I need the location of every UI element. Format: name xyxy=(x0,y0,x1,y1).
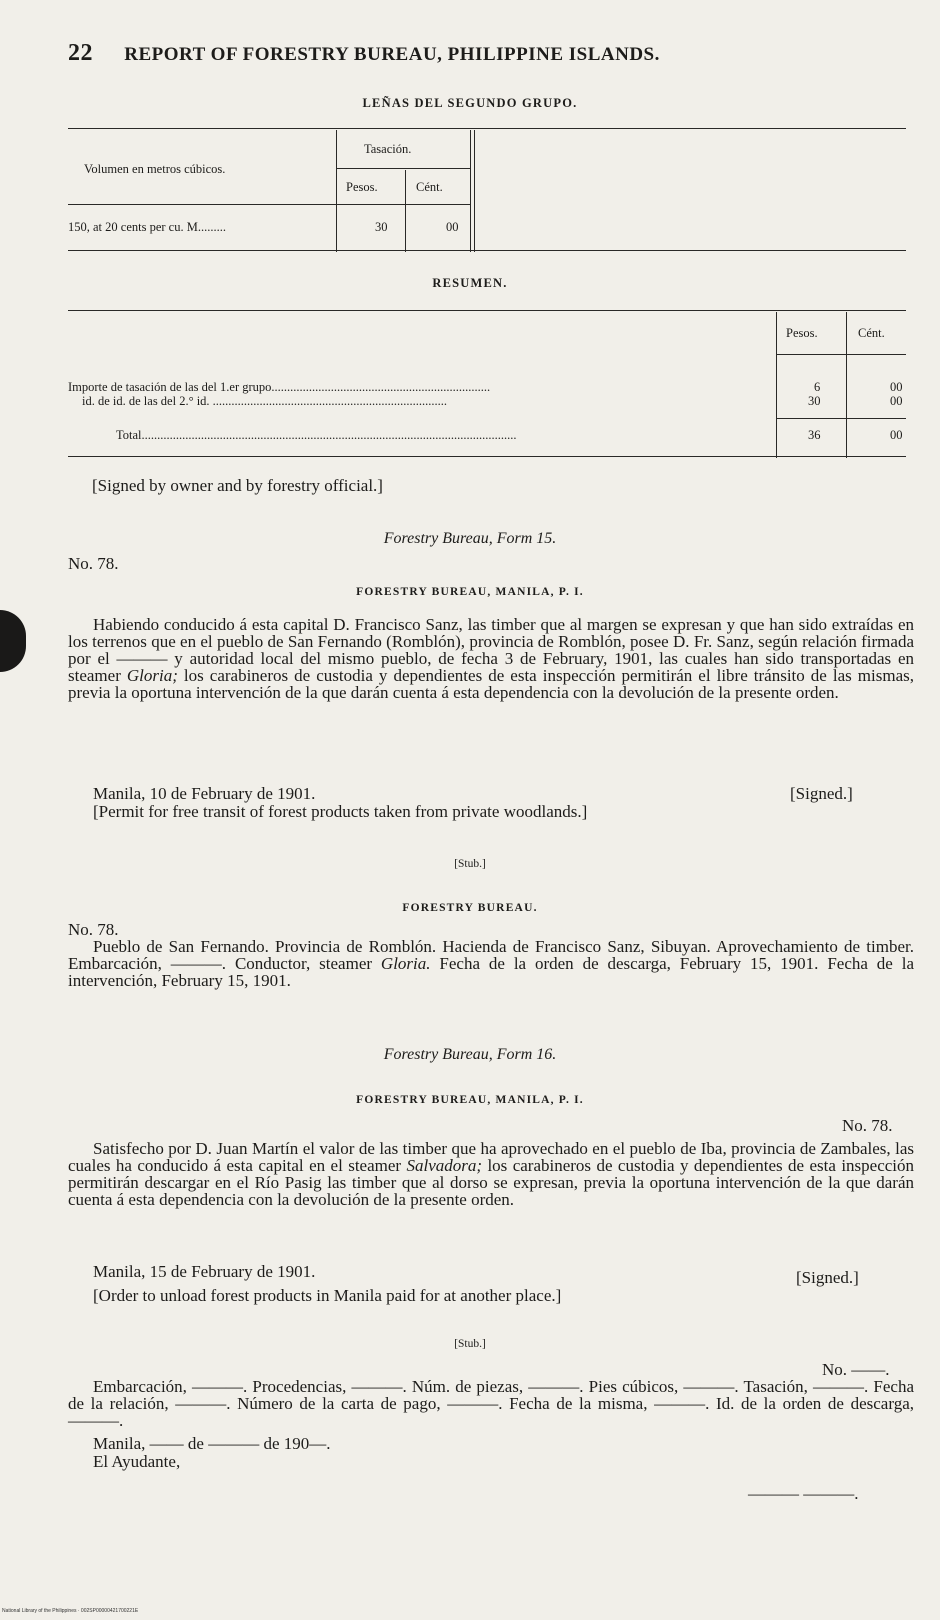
table1-vline xyxy=(405,170,406,252)
table1-col-volume: Volumen en metros cúbicos. xyxy=(84,162,226,176)
resumen-total-cent: 00 xyxy=(890,428,903,442)
table1-vline xyxy=(470,130,471,252)
resumen-row2-label: id. de id. de las del 2.° id. ........................................................................... xyxy=(82,394,448,408)
table1-hline xyxy=(336,168,470,169)
scan-footer: National Library of the Philippines · 002SP00000421700221E xyxy=(2,1608,139,1614)
stub2-signature-line: ——— ———. xyxy=(748,1484,859,1503)
resumen-col-pesos: Pesos. xyxy=(786,326,818,340)
table1-vline xyxy=(474,130,475,252)
table1-col-cent: Cént. xyxy=(416,180,443,194)
stub2-body: Embarcación, ———. Procedencias, ———. Núm. de piezas, ———. Pies cúbicos, ———. Tasación, ———. Fecha de la relación, ———. Número de la carta de pago, ———. Fecha de la misma, ———. Id. de la orden de descarga, ———. xyxy=(68,1377,914,1430)
resumen-total-label: Total........................................................................................................................ xyxy=(116,428,517,442)
form15-note: [Permit for free transit of forest products taken from private woodlands.] xyxy=(93,802,588,821)
stub2-label: [Stub.] xyxy=(454,1338,486,1350)
resumen-hline xyxy=(776,354,906,355)
form15-signed: [Signed.] xyxy=(790,784,853,803)
table1-top-rule xyxy=(68,128,906,129)
table1-col-tasacion: Tasación. xyxy=(364,142,412,156)
table1-col-pesos: Pesos. xyxy=(346,180,378,194)
resumen-title: RESUMEN. xyxy=(432,276,508,290)
page-number: 22 xyxy=(68,40,93,66)
table1-hline xyxy=(68,204,470,205)
form15-title: Forestry Bureau, Form 15. xyxy=(383,530,557,547)
resumen-row1-cent: 00 xyxy=(890,380,903,394)
stub1-body-text-1: Pueblo de San Fernando. Provincia de Romblón. Hacienda de Francisco Sanz, Sibuyan. Aprovechamiento de timber. Embarcación, ———. Conductor, steamer xyxy=(68,937,914,973)
form15-body xyxy=(68,616,914,701)
resumen-row2-cent: 00 xyxy=(890,394,903,408)
form16-date: Manila, 15 de February de 1901. xyxy=(93,1262,316,1281)
resumen-vline xyxy=(776,312,777,458)
resumen-row1-pesos: 6 xyxy=(814,380,821,394)
stub1-body-text-2: Fecha de la orden de descarga, February 15, 1901. Fecha de la intervención, February 15, 1901. xyxy=(68,954,914,990)
form15-ship: Gloria; xyxy=(126,666,178,685)
table1-vline xyxy=(336,130,337,252)
table1-bottom-rule xyxy=(68,250,906,251)
form16-number: No. 78. xyxy=(842,1116,893,1135)
page-header xyxy=(68,40,858,67)
resumen-vline xyxy=(846,312,847,458)
binding-blot xyxy=(0,610,26,672)
form15-office: FORESTRY BUREAU, MANILA, P. I. xyxy=(356,586,584,598)
form16-note: [Order to unload forest products in Manila paid for at another place.] xyxy=(93,1286,562,1305)
stub1-office: FORESTRY BUREAU. xyxy=(402,902,538,914)
stub2-number: No. ——. xyxy=(822,1360,890,1379)
resumen-hline xyxy=(776,418,906,419)
resumen-total-pesos: 36 xyxy=(808,428,821,442)
form16-body xyxy=(68,1140,914,1208)
form16-body-text-2: los carabineros de custodia y dependientes de esta inspección permitirán descargar en el Río Pasig las timber que al dorso se expresan, previa la oportuna intervención de la que darán cuenta á esta dependencia con la devolución de la presente orden. xyxy=(68,1156,915,1209)
resumen-bottom-rule xyxy=(68,456,906,457)
resumen-col-cent: Cént. xyxy=(858,326,885,340)
signed-note: [Signed by owner and by forestry official.] xyxy=(92,476,383,495)
table1-row-desc: 150, at 20 cents per cu. M......... xyxy=(68,220,226,234)
form15-number: No. 78. xyxy=(68,554,119,573)
running-title: REPORT OF FORESTRY BUREAU, PHILIPPINE ISLANDS. xyxy=(124,44,660,65)
form16-body-text-1: Satisfecho por D. Juan Martín el valor de las timber que ha aprovechado en el pueblo de Iba, provincia de Zambales, las cuales ha conducido á esta capital en el steamer xyxy=(68,1139,914,1175)
stub1-ship: Gloria. xyxy=(380,954,431,973)
stub2-date-line: Manila, —— de ——— de 190—. xyxy=(93,1434,331,1453)
form16-title: Forestry Bureau, Form 16. xyxy=(383,1046,557,1063)
resumen-row1-label: Importe de tasación de las del 1.er grupo...................................................................... xyxy=(68,380,491,394)
stub1-number: No. 78. xyxy=(68,920,119,939)
table1-title: LEÑAS DEL SEGUNDO GRUPO. xyxy=(362,96,578,110)
resumen-top-rule xyxy=(68,310,906,311)
form16-ship: Salvadora; xyxy=(406,1156,483,1175)
form16-signed: [Signed.] xyxy=(796,1268,859,1287)
stub2-ayudante: El Ayudante, xyxy=(93,1452,181,1471)
stub1-label: [Stub.] xyxy=(454,858,486,870)
table1-row-pesos: 30 xyxy=(375,220,388,234)
form15-body-text-2: los carabineros de custodia y dependientes de esta inspección permitirán el libre tránsito de las mismas, previa la oportuna intervención de la que darán cuenta á esta dependencia con la devolución de la presente orden. xyxy=(68,666,914,702)
form15-date: Manila, 10 de February de 1901. xyxy=(93,784,316,803)
form15-body-text-1: Habiendo conducido á esta capital D. Francisco Sanz, las timber que al margen se expresan y que han sido extraídas en los terrenos que en el pueblo de San Fernando (Romblón), provincia de Romblón, posee D. Fr. Sanz, según relación firmada por el ——— y autoridad local del mismo pueblo, de fecha 3 de February, 1901, las cuales han sido transportadas en steamer xyxy=(68,615,914,685)
table1-row-cent: 00 xyxy=(446,220,459,234)
form16-office: FORESTRY BUREAU, MANILA, P. I. xyxy=(356,1094,584,1106)
resumen-row2-pesos: 30 xyxy=(808,394,821,408)
stub1-body xyxy=(68,938,914,989)
